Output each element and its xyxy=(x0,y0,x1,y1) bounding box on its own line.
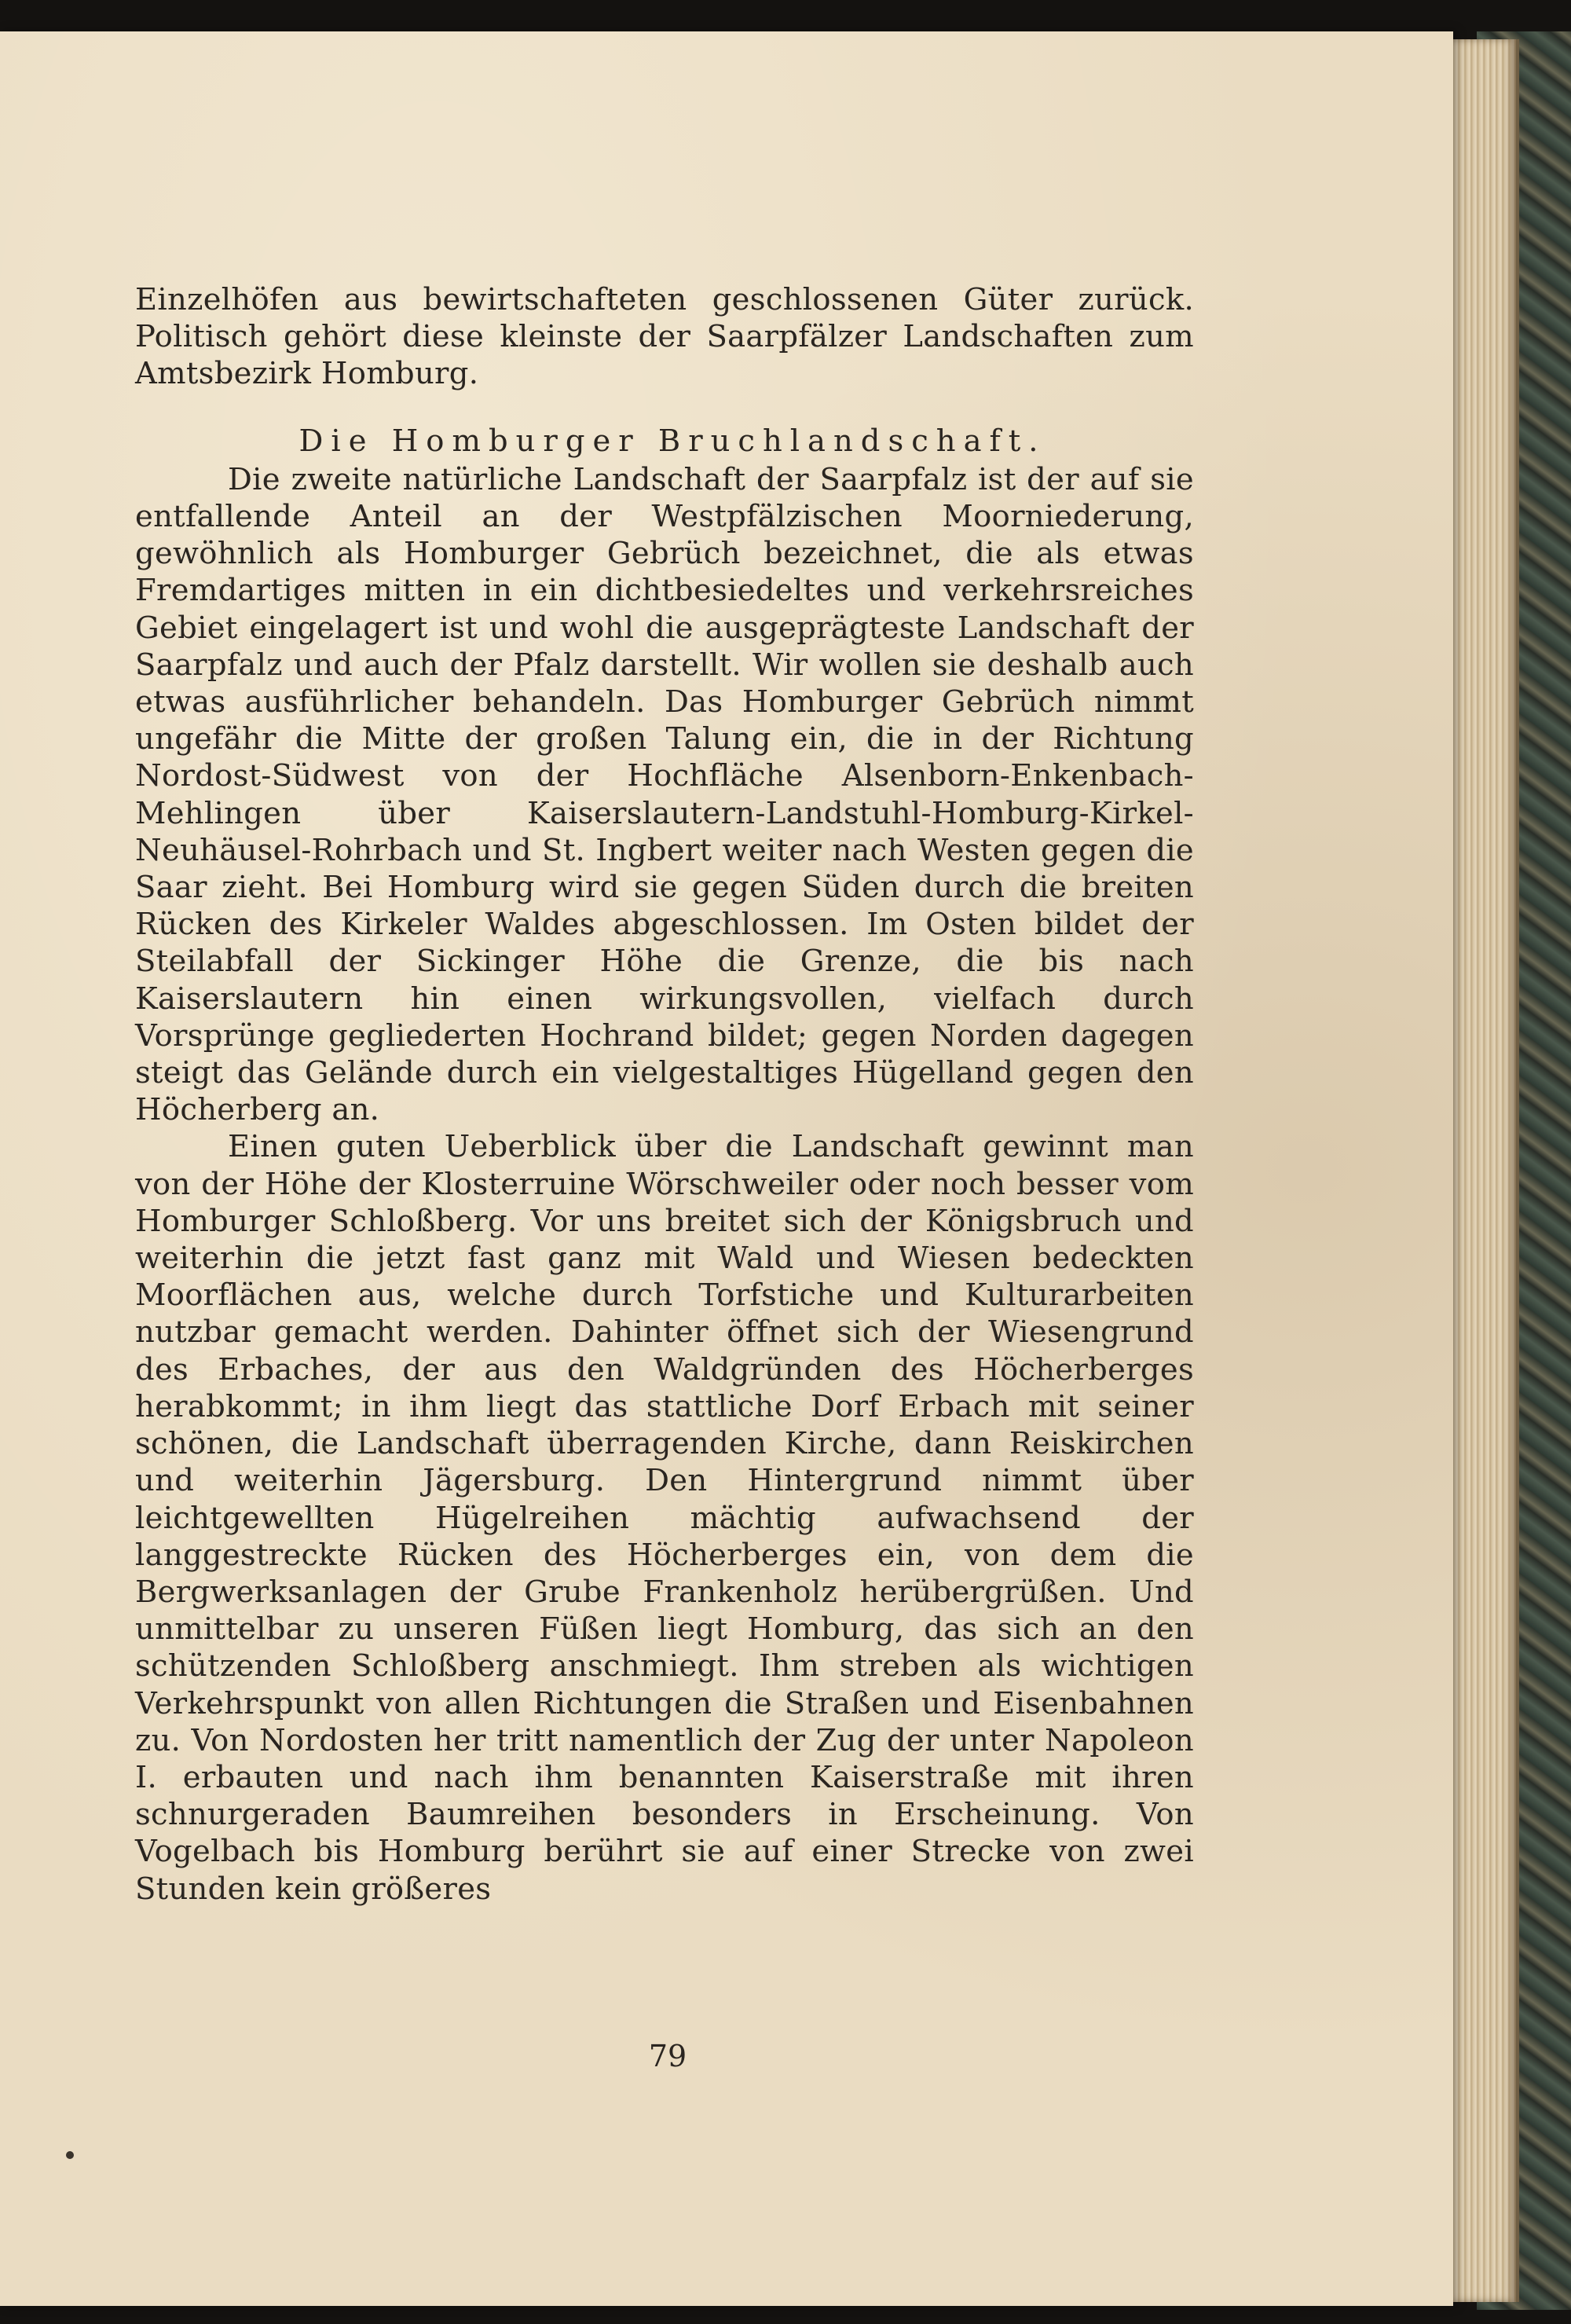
book-page xyxy=(0,31,1453,2306)
section-heading: Die Homburger Bruchlandschaft. xyxy=(298,423,1046,459)
ink-speck xyxy=(66,2151,74,2159)
paragraph: Einen guten Ueberblick über die Landschaft gewinnt man von der Höhe der Klosterruine Wörschweiler oder noch besser vom Homburger Schloßberg. Vor uns breitet sich der Königsbruch und weiterhin die jetzt fast ganz mit Wald und Wiesen bedeckten Moorflächen aus, welche durch Torfstiche und Kulturarbeiten nutzbar gemacht werden. Dahinter öffnet sich der Wiesengrund des Erbaches, der aus den Waldgründen des Höcherberges herabkommt; in ihm liegt das stattliche Dorf Erbach mit seiner schönen, die Landschaft überragenden Kirche, dann Reiskirchen und weiterhin Jägersburg. Den Hintergrund nimmt über leichtgewellten Hügelreihen mächtig aufwachsend der langgestreckte Rücken des Höcherberges ein, von dem die Bergwerksanlagen der Grube Frankenholz herübergrüßen. Und unmittelbar zu unseren Füßen liegt Homburg, das sich an den schützenden Schloßberg anschmiegt. Ihm streben als wichtigen Verkehrspunkt von allen Richtungen die Straßen und Eisenbahnen zu. Von Nordosten her tritt namentlich der Zug der unter Napoleon I. erbauten und nach ihm benannten Kaiserstraße mit ihren schnurgeraden Baumreihen besonders in Erscheinung. Von Vogelbach bis Homburg berührt sie auf einer Strecke von zwei Stunden kein größeres xyxy=(135,1129,1194,1907)
paragraph: Die zweite natürliche Landschaft der Saarpfalz ist der auf sie entfallende Anteil an der Westpfälzischen Moorniederung, gewöhnlich als Homburger Gebrüch bezeichnet, die als etwas Fremdartiges mitten in ein dichtbesiedeltes und verkehrsreiches Gebiet eingelagert ist und wohl die ausgeprägteste Landschaft der Saarpfalz und auch der Pfalz darstellt. Wir wollen sie deshalb auch etwas ausführlicher behandeln. Das Homburger Gebrüch nimmt ungefähr die Mitte der großen Talung ein, die in der Richtung Nordost-Südwest von der Hochfläche Alsenborn-Enkenbach-Mehlingen über Kaiserslautern-Landstuhl-Homburg-Kirkel-Neuhäusel-Rohrbach und St. Ingbert weiter nach Westen gegen die Saar zieht. Bei Homburg wird sie gegen Süden durch die breiten Rücken des Kirkeler Waldes abgeschlossen. Im Osten bildet der Steilabfall der Sickinger Höhe die Grenze, die bis nach Kaiserslautern hin einen wirkungsvollen, vielfach durch Vorsprünge gegliederten Hochrand bildet; gegen Norden dagegen steigt das Gelände durch ein vielgestaltiges Hügelland gegen den Höcherberg an. xyxy=(135,461,1194,1128)
text-block xyxy=(135,281,1194,1908)
page-number: 79 xyxy=(648,2039,687,2073)
paragraph-continuation: Einzelhöfen aus bewirtschafteten geschlossenen Güter zurück. Politisch gehört diese kleinste der Saarpfälzer Landschaften zum Amtsbezirk Homburg. xyxy=(135,282,1194,392)
